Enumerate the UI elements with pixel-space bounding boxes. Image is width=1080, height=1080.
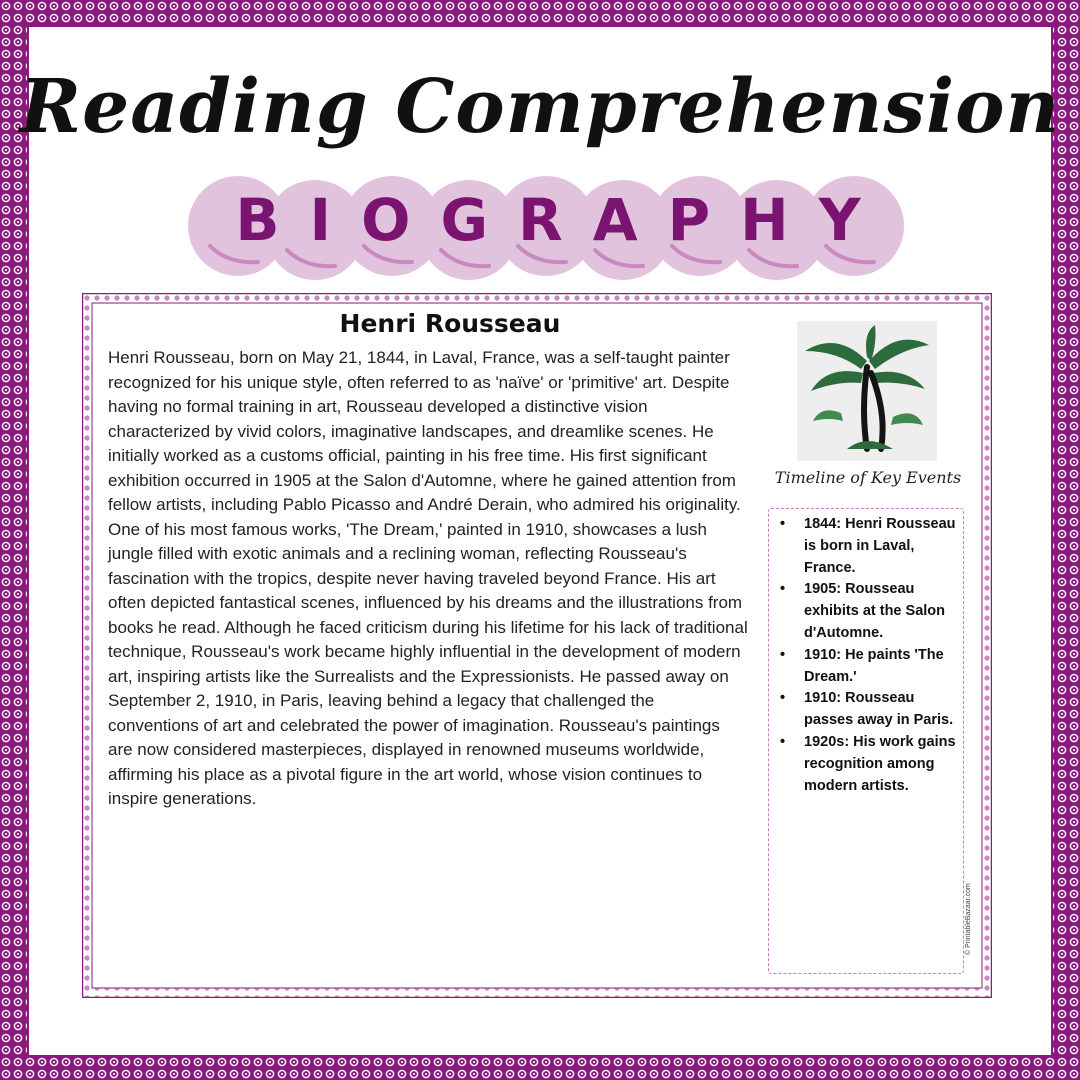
palm-tree-icon (797, 321, 937, 461)
timeline-event: • 1910: Rousseau passes away in Paris. (776, 688, 956, 732)
worksheet-title: Reading Comprehension (19, 64, 1061, 150)
biography-label: BIOGRAPHY (235, 186, 891, 254)
timeline-title: Timeline of Key Events (774, 468, 962, 487)
biography-subject-name: Henri Rousseau (339, 309, 561, 338)
timeline-list (776, 514, 956, 797)
timeline-event: • 1905: Rousseau exhibits at the Salon d'Automne. (776, 579, 956, 644)
biography-text: Henri Rousseau, born on May 21, 1844, in Laval, France, was a self-taught painter recognized for his unique style, often referred to as 'naïve' or 'primitive' art. Despite having no formal training in art, Rousseau developed a distinctive vision characterized by vivid colors, imaginative landscapes, and dreamlike scenes. He initially worked as a customs official, painting in his free time. His first significant exhibition occurred in 1905 at the Salon d'Automne, where he gained attention from fellow artists, including Pablo Picasso and André Derain, who admired his originality. One of his most famous works, 'The Dream,' painted in 1910, showcases a lush jungle filled with exotic animals and a reclining woman, reflecting Rousseau's fascination with the tropics, despite never having traveled beyond France. His art often depicted fantastical scenes, influenced by his dreams and the illustrations from books he read. Although he faced criticism during his lifetime for his lack of traditional technique, Rousseau's work became highly influential in the development of modern art, inspiring artists like the Surrealists and the Expressionists. He passed away on September 2, 1910, in Paris, leaving behind a legacy that challenged the conventions of art and celebrated the power of imagination. Rousseau's paintings are now considered masterpieces, displayed in renowned museums worldwide, affirming his place as a pivotal figure in the art world, whose vision continues to inspire generations. (108, 348, 748, 808)
timeline-event: • 1844: Henri Rousseau is born in Laval, France. (776, 514, 956, 579)
timeline-event: • 1910: He paints 'The Dream.' (776, 645, 956, 689)
timeline-event: • 1920s: His work gains recognition among modern artists. (776, 732, 956, 797)
copyright-notice: © PrintableBazaar.com (965, 883, 972, 955)
